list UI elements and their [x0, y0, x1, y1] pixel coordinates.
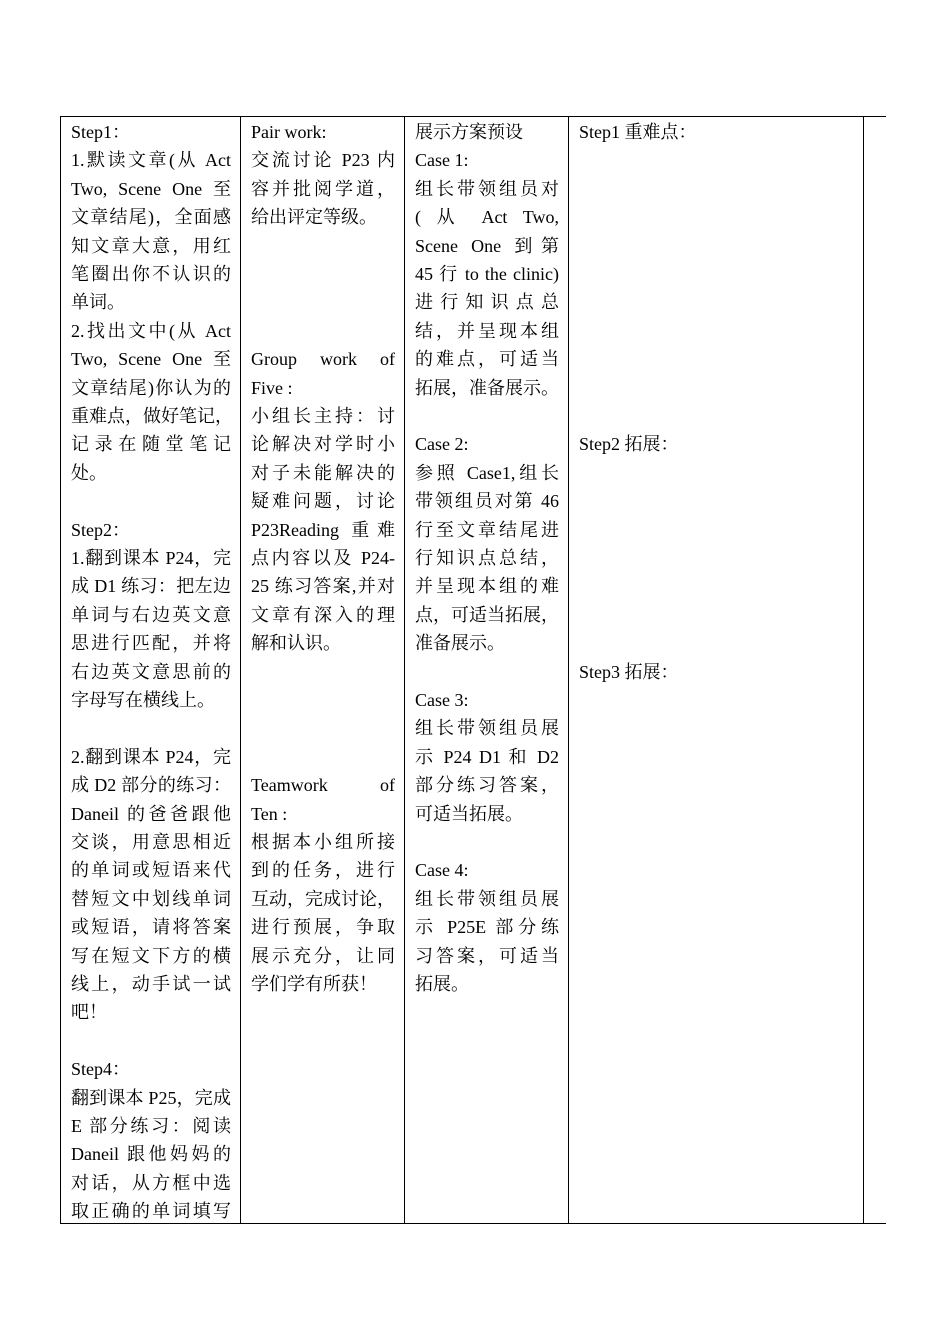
text-line: Step2 拓展： [579, 434, 679, 455]
text-line: 1.翻到课本 P24，完 [71, 548, 231, 568]
text-line: 替短文中划线单词 [71, 888, 231, 909]
text-line: 成 D1 练习：把左边 [71, 576, 231, 597]
text-line: 行知识点总结， [415, 548, 559, 568]
column-divider [60, 116, 61, 1224]
text-line: Two, Scene One 至 [71, 178, 231, 199]
text-line: 结，并呈现本组 [415, 320, 559, 341]
text-line: 示 P25E 部分练 [415, 917, 559, 938]
text-line: Step1： [71, 122, 131, 142]
text-line: Daneil 跟他妈妈的 [71, 1144, 231, 1165]
text-line: 拓展。 [415, 974, 469, 994]
text-line: 右边英文意思前的 [71, 661, 231, 682]
text-line: 组长带领组员对 [415, 178, 559, 199]
text-line: 论解决对学时小 [251, 434, 395, 455]
text-line: Case 4: [415, 860, 469, 881]
text-line: Five : [251, 377, 293, 398]
text-line: Two, Scene One 至 [71, 349, 231, 370]
text-line: 小组长主持：讨 [251, 406, 395, 426]
text-line: 展示充分，让同 [251, 945, 395, 966]
text-line: 笔圈出你不认识的 [71, 264, 231, 284]
text-line: 习答案，可适当 [415, 945, 559, 966]
text-line: 示 P24 D1 和 D2 [415, 746, 559, 767]
text-line: 或短语，请将答案 [71, 917, 231, 938]
text-line: Step1 重难点： [579, 122, 697, 142]
text-line: ( 从 Act Two, [415, 207, 559, 228]
text-line: P23Reading 重难 [251, 519, 395, 540]
text-line: 对子未能解决的 [251, 462, 395, 483]
text-line: 可适当拓展。 [415, 803, 523, 824]
text-line: 参照 Case1,组长 [415, 462, 559, 483]
column-divider [863, 116, 864, 1224]
text-line: 交流讨论 P23 内 [251, 150, 395, 171]
text-line: 交谈，用意思相近 [71, 832, 231, 852]
text-line: 单词与右边英文意 [71, 604, 231, 625]
text-line: 线上，动手试一试 [71, 974, 231, 994]
text-line: 思进行匹配，并将 [71, 633, 231, 654]
text-line: 学们学有所获！ [251, 974, 377, 994]
text-line: 疑难问题，讨论 [251, 491, 395, 512]
cell-presentation-plan [415, 116, 559, 1224]
text-line: 给出评定等级。 [251, 207, 377, 228]
text-line: 容并批阅学道， [251, 178, 395, 199]
text-line: Case 2: [415, 434, 469, 455]
text-line: Scene One 到第 [415, 235, 559, 256]
text-line: 并呈现本组的难 [415, 576, 559, 597]
text-line: 互动，完成讨论， [251, 888, 395, 909]
text-line: 组长带领组员展 [415, 718, 559, 739]
text-line: 25 练习答案,并对 [251, 576, 395, 597]
text-line: Pair work: [251, 122, 327, 142]
text-line: 到的任务，进行 [251, 860, 395, 881]
text-line: Daneil 的爸爸跟他 [71, 803, 231, 824]
text-line: 解和认识。 [251, 633, 341, 654]
column-divider [240, 116, 241, 1224]
text-line: Step4： [71, 1059, 131, 1080]
text-line: 成 D2 部分的练习： [71, 775, 231, 796]
text-line: 展示方案预设 [415, 122, 523, 142]
text-line: Group work of [251, 349, 395, 370]
cell-extra-column [872, 116, 886, 1224]
text-line: Case 3: [415, 690, 469, 710]
text-line: 的难点，可适当 [415, 349, 559, 370]
text-line: 知文章大意，用红 [71, 235, 231, 256]
text-line: 准备展示。 [415, 633, 505, 654]
text-line: 带领组员对第 46 [415, 491, 559, 512]
text-line: Ten : [251, 803, 288, 824]
text-line: 单词。 [71, 292, 125, 313]
text-line: Step2： [71, 519, 131, 540]
text-line: 取正确的单词填写 [71, 1201, 231, 1222]
text-line: 对话，从方框中选 [71, 1172, 231, 1193]
column-divider [404, 116, 405, 1224]
text-line: 处。 [71, 462, 107, 483]
cell-group-work [251, 116, 395, 1224]
text-line: 行至文章结尾进 [415, 519, 559, 540]
text-line: Teamwork of [251, 775, 395, 796]
text-line: 翻到课本 P25，完成 [71, 1087, 231, 1108]
text-line: 文章有深入的理 [251, 604, 395, 625]
text-line: 拓展，准备展示。 [415, 377, 559, 398]
text-line: 根据本小组所接 [251, 832, 395, 852]
text-line: 记录在随堂笔记 [71, 434, 231, 455]
lesson-plan-table [60, 116, 886, 1224]
text-line: 点内容以及 P24- [251, 548, 395, 568]
text-line: 吧！ [71, 1002, 107, 1023]
text-line: 1.默读文章(从 Act [71, 150, 231, 171]
text-line: E 部分练习：阅读 [71, 1116, 231, 1136]
text-line: 写在短文下方的横 [71, 945, 231, 966]
text-line: 文章结尾)，全面感 [71, 207, 231, 228]
text-line: 组长带领组员展 [415, 888, 559, 909]
text-line: 重难点，做好笔记， [71, 406, 233, 426]
text-line: 45 行 to the clinic) [415, 264, 559, 284]
cell-student-activities [71, 116, 231, 1224]
text-line: 的单词或短语来代 [71, 860, 231, 881]
text-line: 字母写在横线上。 [71, 690, 215, 710]
cell-teacher-notes [579, 116, 854, 1224]
text-line: Step3 拓展： [579, 661, 679, 682]
text-line: 进行预展，争取 [251, 917, 395, 938]
text-line: 文章结尾)你认为的 [71, 377, 231, 398]
column-divider [568, 116, 569, 1224]
text-line: 2.翻到课本 P24，完 [71, 746, 231, 767]
text-line: 进行知识点总 [415, 292, 559, 313]
text-line: 点，可适当拓展， [415, 604, 559, 625]
text-line: Case 1: [415, 150, 469, 171]
text-line: 2.找出文中(从 Act [71, 320, 231, 341]
text-line: 部分练习答案， [415, 775, 559, 796]
